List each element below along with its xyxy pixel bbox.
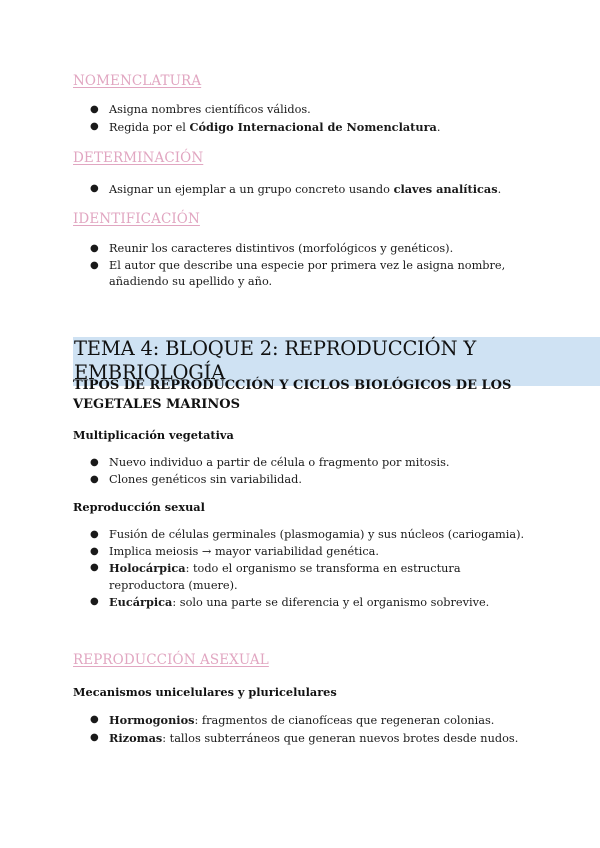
list-item <box>73 527 533 544</box>
list-item <box>73 258 533 291</box>
section-subtitle: TIPOS DE REPRODUCCIÓN Y CICLOS BIOLÓGICOS DE LOS VEGETALES MARINOS <box>73 378 512 412</box>
section-heading-reproduccion-asexual: REPRODUCCIÓN ASEXUAL <box>73 652 269 668</box>
list-item <box>73 712 533 730</box>
bullet-list-determinacion <box>73 181 533 199</box>
item-bold-text: Código Internacional de Nomenclatura <box>189 119 437 134</box>
bullet-icon: ● <box>90 473 99 485</box>
item-text: Regida por el <box>109 120 190 134</box>
item-text: Nuevo individuo a partir de célula o fragmento por mitosis. <box>109 456 450 469</box>
list-item <box>73 560 533 594</box>
bullet-icon: ● <box>90 183 99 194</box>
bullet-icon: ● <box>90 457 99 468</box>
bullet-icon: ● <box>90 104 99 115</box>
bullet-list-sexual <box>73 527 533 612</box>
heading-reproduccion-sexual: Reproducción sexual <box>73 500 205 514</box>
item-bold-text: Holocárpica <box>109 561 186 575</box>
bullet-icon: ● <box>90 714 99 725</box>
item-text: Fusión de células germinales (plasmogamia) y sus núcleos (cariogamia). <box>109 528 525 541</box>
item-text: Implica meiosis → mayor variabilidad genética. <box>109 544 379 558</box>
bullet-list-asexual <box>73 712 533 747</box>
list-item <box>73 472 533 489</box>
item-bold-text: Eucárpica <box>109 595 173 609</box>
bullet-icon: ● <box>90 259 99 271</box>
section-heading-identificacion: IDENTIFICACIÓN <box>73 211 200 227</box>
item-bold-text: claves analíticas <box>393 182 498 196</box>
item-text: El autor que describe una especie por primera vez le asigna nombre, añadiendo su apellido y año. <box>109 258 506 288</box>
list-item <box>73 102 533 119</box>
item-text: : fragmentos de cianofíceas que regeneran colonias. <box>194 714 495 727</box>
bullet-icon: ● <box>90 529 99 540</box>
item-text: Asignar un ejemplar a un grupo concreto usando <box>109 183 394 196</box>
bullet-list-identificacion <box>73 241 533 291</box>
item-text: : solo una parte se diferencia y el organismo sobrevive. <box>172 596 490 609</box>
bullet-list-nomenclatura <box>73 102 533 136</box>
list-item <box>73 544 533 561</box>
bullet-icon: ● <box>90 545 99 557</box>
item-text: Reunir los caracteres distintivos (morfológicos y genéticos). <box>109 242 454 255</box>
heading-multiplicacion-vegetativa: Multiplicación vegetativa <box>73 428 234 442</box>
list-item <box>73 241 533 258</box>
bullet-icon: ● <box>90 243 99 254</box>
heading-mecanismos: Mecanismos unicelulares y pluricelulares <box>73 685 337 699</box>
list-item <box>73 181 533 199</box>
section-heading-nomenclatura: NOMENCLATURA <box>73 73 202 89</box>
item-text: Asigna nombres científicos válidos. <box>109 103 311 116</box>
list-item <box>73 119 533 137</box>
chapter-title: TEMA 4: BLOQUE 2: REPRODUCCIÓN Y EMBRIOLOGÍA <box>73 337 600 386</box>
item-bold-text: Rizomas <box>109 730 163 745</box>
item-text: . <box>436 120 441 134</box>
list-item <box>73 594 533 612</box>
section-heading-determinacion: DETERMINACIÓN <box>73 150 204 166</box>
list-item <box>73 455 533 472</box>
item-text: . <box>497 183 502 196</box>
bullet-icon: ● <box>90 731 99 743</box>
bullet-list-multiplicacion <box>73 455 533 488</box>
bullet-icon: ● <box>90 120 99 132</box>
list-item <box>73 730 533 748</box>
bullet-icon: ● <box>90 562 99 573</box>
item-bold-text: Hormogonios <box>109 713 195 727</box>
bullet-icon: ● <box>90 596 99 607</box>
item-text: : tallos subterráneos que generan nuevos brotes desde nudos. <box>162 731 519 745</box>
item-text: Clones genéticos sin variabilidad. <box>109 472 302 486</box>
item-text: : todo el organismo se transforma en estructura reproductora (muere). <box>109 562 461 592</box>
